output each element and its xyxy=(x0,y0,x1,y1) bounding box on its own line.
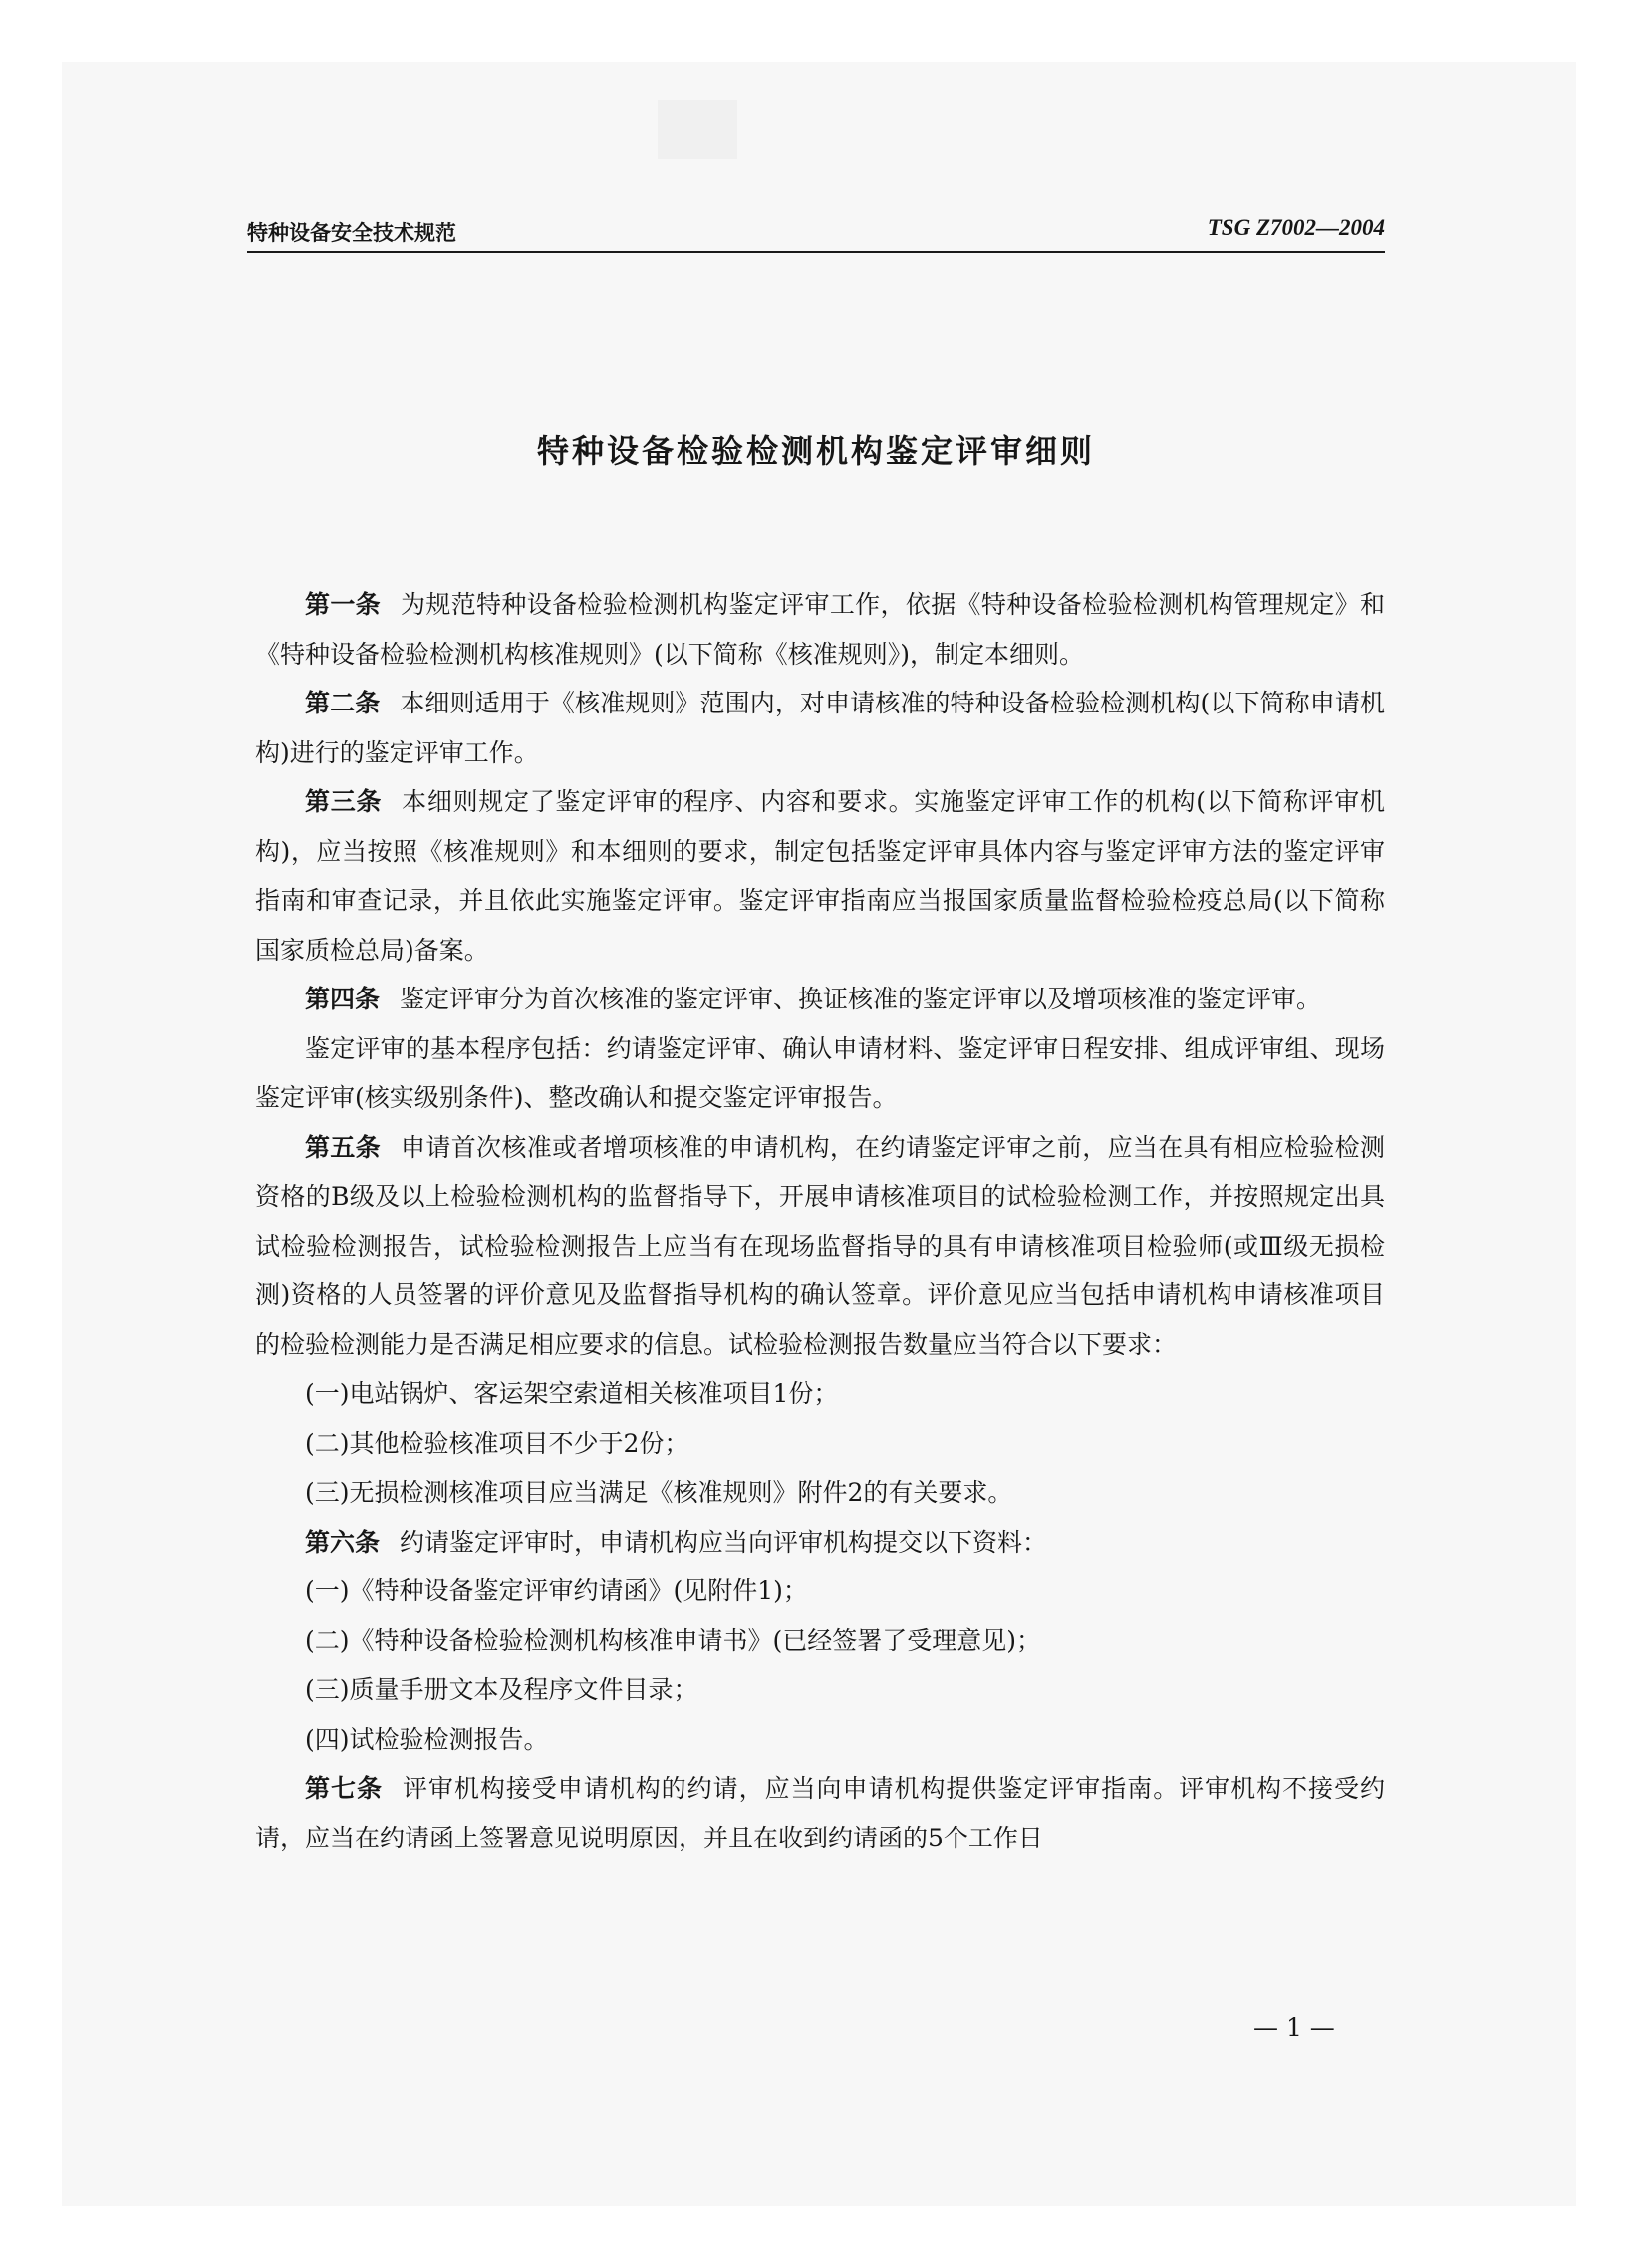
list-item-text: (二)《特种设备检验检测机构核准申请书》(已经签署了受理意见)； xyxy=(305,1625,1042,1655)
paragraph-text: 约请鉴定评审时，申请机构应当向评审机构提交以下资料： xyxy=(400,1527,1048,1557)
article-number: 第二条 xyxy=(305,689,381,717)
paragraph xyxy=(255,580,1385,679)
paragraph-text: 本细则适用于《核准规则》范围内，对申请核准的特种设备检验检测机构(以下简称申请机构)进行的鉴定评审工作。 xyxy=(255,689,1385,767)
paragraph-text: 申请首次核准或者增项核准的申请机构，在约请鉴定评审之前，应当在具有相应检验检测资格的B级及以上检验检测机构的监督指导下，开展申请核准项目的试检验检测工作，并按照规定出具试检验检测报告，试检验检测报告上应当有在现场监督指导的具有申请核准项目检验师(或Ⅲ级无损检测)资格的人员签署的评价意见及监督指导机构的确认签章。评价意见应当包括申请机构申请核准项目的检验检测能力是否满足相应要求的信息。试检验检测报告数量应当符合以下要求： xyxy=(255,1132,1385,1359)
list-item xyxy=(255,1616,1385,1666)
article-number: 第一条 xyxy=(305,590,382,619)
paragraph xyxy=(255,1764,1385,1862)
paragraph xyxy=(255,679,1385,777)
list-item xyxy=(255,1468,1385,1518)
list-item xyxy=(255,1419,1385,1469)
article-number: 第五条 xyxy=(305,1132,382,1162)
page-number: — 1 — xyxy=(1253,2013,1335,2042)
scan-smudge xyxy=(658,100,737,159)
paragraph xyxy=(255,1518,1385,1567)
list-item xyxy=(255,1715,1385,1765)
list-item-text: (二)其他检验核准项目不少于2份； xyxy=(305,1428,689,1458)
document-body xyxy=(255,580,1385,1862)
paragraph-text: 鉴定评审的基本程序包括：约请鉴定评审、确认申请材料、鉴定评审日程安排、组成评审组、现场鉴定评审(核实级别条件)、整改确认和提交鉴定评审报告。 xyxy=(255,1033,1385,1112)
page-header xyxy=(247,209,1385,253)
article-number: 第三条 xyxy=(305,787,383,816)
list-item-text: (四)试检验检测报告。 xyxy=(305,1724,549,1754)
list-item xyxy=(255,1369,1385,1419)
header-standard-code: TSG Z7002—2004 xyxy=(1207,215,1385,240)
paragraph xyxy=(255,1024,1385,1123)
article-number: 第七条 xyxy=(305,1774,383,1803)
paragraph-text: 本细则规定了鉴定评审的程序、内容和要求。实施鉴定评审工作的机构(以下简称评审机构)，应当按照《核准规则》和本细则的要求，制定包括鉴定评审具体内容与鉴定评审方法的鉴定评审指南和审查记录，并且依此实施鉴定评审。鉴定评审指南应当报国家质量监督检验检疫总局(以下简称国家质检总局)备案。 xyxy=(255,787,1385,965)
paragraph xyxy=(255,1123,1385,1370)
paragraph xyxy=(255,777,1385,975)
article-number: 第六条 xyxy=(305,1527,381,1557)
list-item xyxy=(255,1566,1385,1616)
list-item-text: (一)《特种设备鉴定评审约请函》(见附件1)； xyxy=(305,1576,808,1605)
list-item-text: (一)电站锅炉、客运架空索道相关核准项目1份； xyxy=(305,1379,839,1408)
list-item-text: (三)质量手册文本及程序文件目录； xyxy=(305,1675,698,1704)
list-item xyxy=(255,1665,1385,1715)
paragraph-text: 鉴定评审分为首次核准的鉴定评审、换证核准的鉴定评审以及增项核准的鉴定评审。 xyxy=(400,985,1322,1013)
article-number: 第四条 xyxy=(305,985,381,1013)
header-series-title: 特种设备安全技术规范 xyxy=(247,221,456,245)
document-title: 特种设备检验检测机构鉴定评审细则 xyxy=(536,432,1095,470)
paragraph-text: 评审机构接受申请机构的约请，应当向申请机构提供鉴定评审指南。评审机构不接受约请，应当在约请函上签署意见说明原因，并且在收到约请函的5个工作日 xyxy=(255,1774,1385,1852)
list-item-text: (三)无损检测核准项目应当满足《核准规则》附件2的有关要求。 xyxy=(305,1478,1013,1507)
paragraph-text: 为规范特种设备检验检测机构鉴定评审工作，依据《特种设备检验检测机构管理规定》和《特种设备检验检测机构核准规则》(以下简称《核准规则》)，制定本细则。 xyxy=(255,590,1385,669)
paragraph xyxy=(255,975,1385,1024)
